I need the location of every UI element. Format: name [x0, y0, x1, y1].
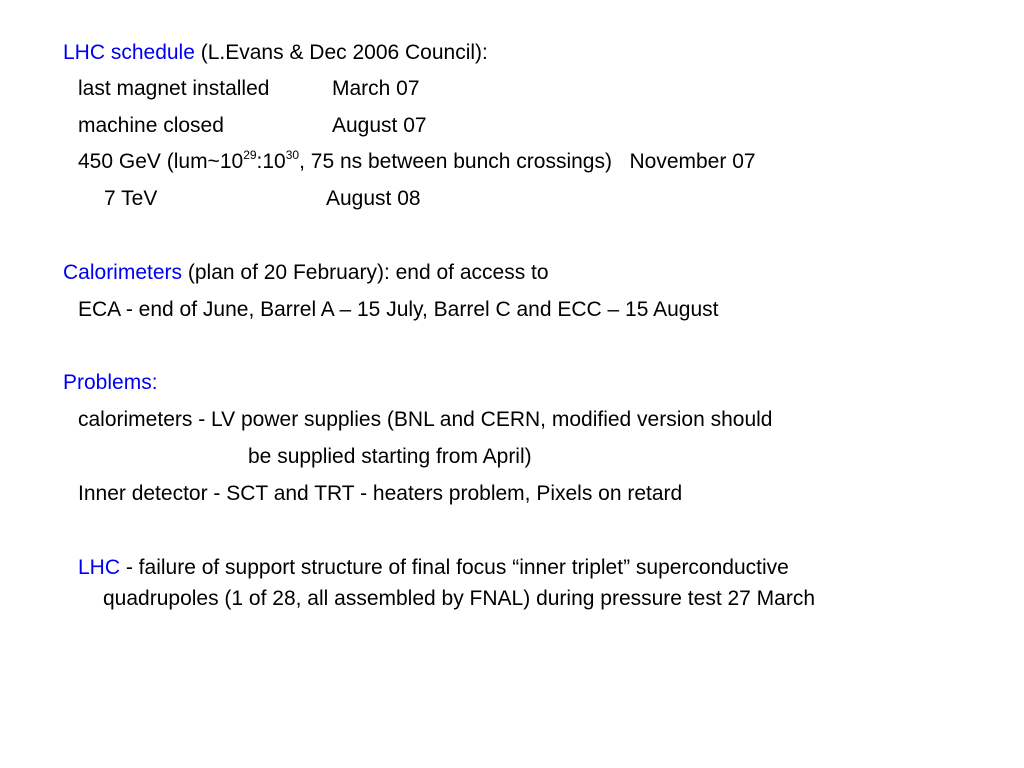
gev-prefix: 450 GeV (lum~10	[78, 150, 244, 173]
schedule-row-7tev	[104, 188, 504, 209]
schedule-row-label: last magnet installed	[78, 77, 270, 100]
schedule-row-date: March 07	[332, 77, 420, 100]
lhc-schedule-title: LHC schedule	[63, 41, 195, 64]
schedule-row-450gev	[78, 148, 756, 173]
schedule-row-magnet	[78, 78, 578, 99]
calorimeters-title: Calorimeters	[63, 261, 183, 284]
calorimeters-detail: ECA - end of June, Barrel A – 15 July, Barrel C and ECC – 15 August	[78, 298, 719, 321]
problem-calorimeters: calorimeters - LV power supplies (BNL and CERN, modified version should	[78, 408, 773, 431]
gev-exponent-2: 30	[285, 148, 300, 162]
problem-lhc-label: LHC	[78, 556, 121, 579]
schedule-row-date: August 07	[332, 114, 427, 137]
problem-inner-detector: Inner detector - SCT and TRT - heaters problem, Pixels on retard	[78, 482, 683, 505]
schedule-row-label: machine closed	[78, 114, 224, 137]
problem-lhc-continued: quadrupoles (1 of 28, all assembled by FNAL) during pressure test 27 March	[103, 587, 816, 610]
lhc-schedule-source: (L.Evans & Dec 2006 Council):	[194, 41, 488, 64]
problem-lhc-text: - failure of support structure of final focus “inner triplet” superconductive	[120, 556, 789, 579]
gev-date: November 07	[629, 150, 756, 173]
gev-suffix: , 75 ns between bunch crossings)	[299, 150, 612, 173]
problem-calorimeters-continued: be supplied starting from April)	[248, 445, 532, 468]
problem-lhc	[78, 557, 789, 578]
calorimeters-heading	[63, 262, 549, 283]
gev-exponent-1: 29	[243, 148, 257, 162]
lhc-schedule-heading	[63, 42, 488, 63]
calorimeters-plan: (plan of 20 February): end of access to	[182, 261, 549, 284]
tev-date: August 08	[326, 187, 421, 210]
problems-heading: Problems:	[63, 371, 158, 394]
tev-label: 7 TeV	[104, 187, 158, 210]
gev-mid: :10	[256, 150, 286, 173]
schedule-row-closed	[78, 115, 578, 136]
